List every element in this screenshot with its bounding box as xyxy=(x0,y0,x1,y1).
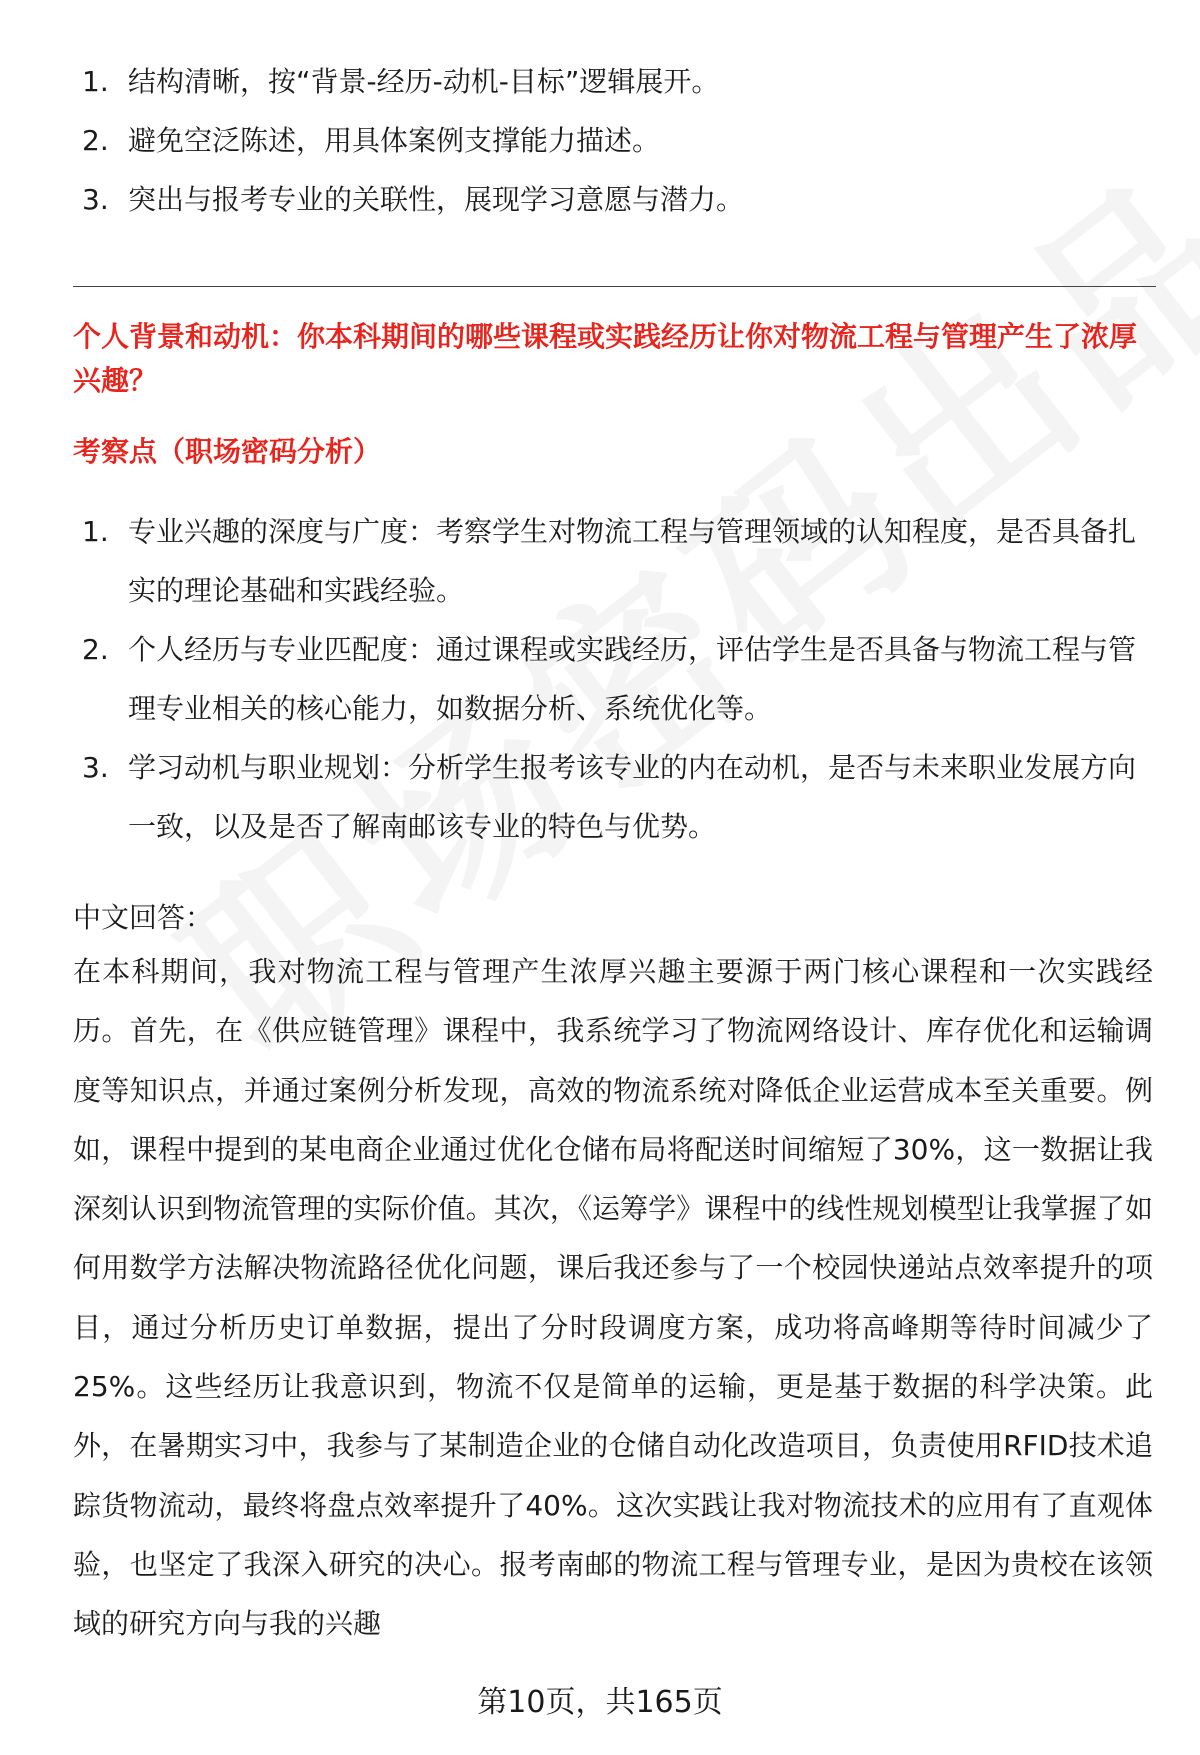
list-item xyxy=(82,170,1162,229)
answer-tips-list xyxy=(82,52,1162,229)
list-number: 3. xyxy=(82,183,109,216)
list-number: 1. xyxy=(82,65,109,98)
assessment-points-list xyxy=(82,502,1162,856)
section-divider xyxy=(73,286,1156,287)
list-text: 个人经历与专业匹配度：通过课程或实践经历，评估学生是否具备与物流工程与管理专业相关的核心能力，如数据分析、系统优化等。 xyxy=(128,633,1137,725)
list-text: 学习动机与职业规划：分析学生报考该专业的内在动机，是否与未来职业发展方向一致，以及是否了解南邮该专业的特色与优势。 xyxy=(128,751,1137,843)
list-item xyxy=(82,620,1162,738)
list-number: 2. xyxy=(82,124,109,157)
answer-label: 中文回答： xyxy=(73,901,214,934)
question-heading: 个人背景和动机：你本科期间的哪些课程或实践经历让你对物流工程与管理产生了浓厚兴趣？ xyxy=(73,320,1138,397)
list-text: 避免空泛陈述，用具体案例支撑能力描述。 xyxy=(128,124,661,157)
list-text: 专业兴趣的深度与广度：考察学生对物流工程与管理领域的认知程度，是否具备扎实的理论基础和实践经验。 xyxy=(128,515,1137,607)
answer-body: 在本科期间，我对物流工程与管理产生浓厚兴趣主要源于两门核心课程和一次实践经历。首先，在《供应链管理》课程中，我系统学习了物流网络设计、库存优化和运输调度等知识点，并通过案例分析发现，高效的物流系统对降低企业运营成本至关重要。例如，课程中提到的某电商企业通过优化仓储布局将配送时间缩短了30%，这一数据让我深刻认识到物流管理的实际价值。其次，《运筹学》课程中的线性规划模型让我掌握了如何用数学方法解决物流路径优化问题，课后我还参与了一个校园快递站点效率提升的项目，通过分析历史订单数据，提出了分时段调度方案，成功将高峰期等待时间减少了25%。这些经历让我意识到，物流不仅是简单的运输，更是基于数据的科学决策。此外，在暑期实习中，我参与了某制造企业的仓储自动化改造项目，负责使用RFID技术追踪货物流动，最终将盘点效率提升了40%。这次实践让我对物流技术的应用有了直观体验，也坚定了我深入研究的决心。报考南邮的物流工程与管理专业，是因为贵校在该领域的研究方向与我的兴趣 xyxy=(73,955,1153,1641)
list-number: 1. xyxy=(82,515,109,548)
list-text: 结构清晰，按“背景-经历-动机-目标”逻辑展开。 xyxy=(128,65,720,98)
points-heading: 考察点（职场密码分析） xyxy=(73,435,382,468)
list-item xyxy=(82,111,1162,170)
list-text: 突出与报考专业的关联性，展现学习意愿与潜力。 xyxy=(128,183,745,216)
list-number: 3. xyxy=(82,751,109,784)
list-item xyxy=(82,502,1162,620)
list-number: 2. xyxy=(82,633,109,666)
list-item xyxy=(82,738,1162,856)
page-footer: 第10页，共165页 xyxy=(477,1685,723,1720)
list-item xyxy=(82,52,1162,111)
